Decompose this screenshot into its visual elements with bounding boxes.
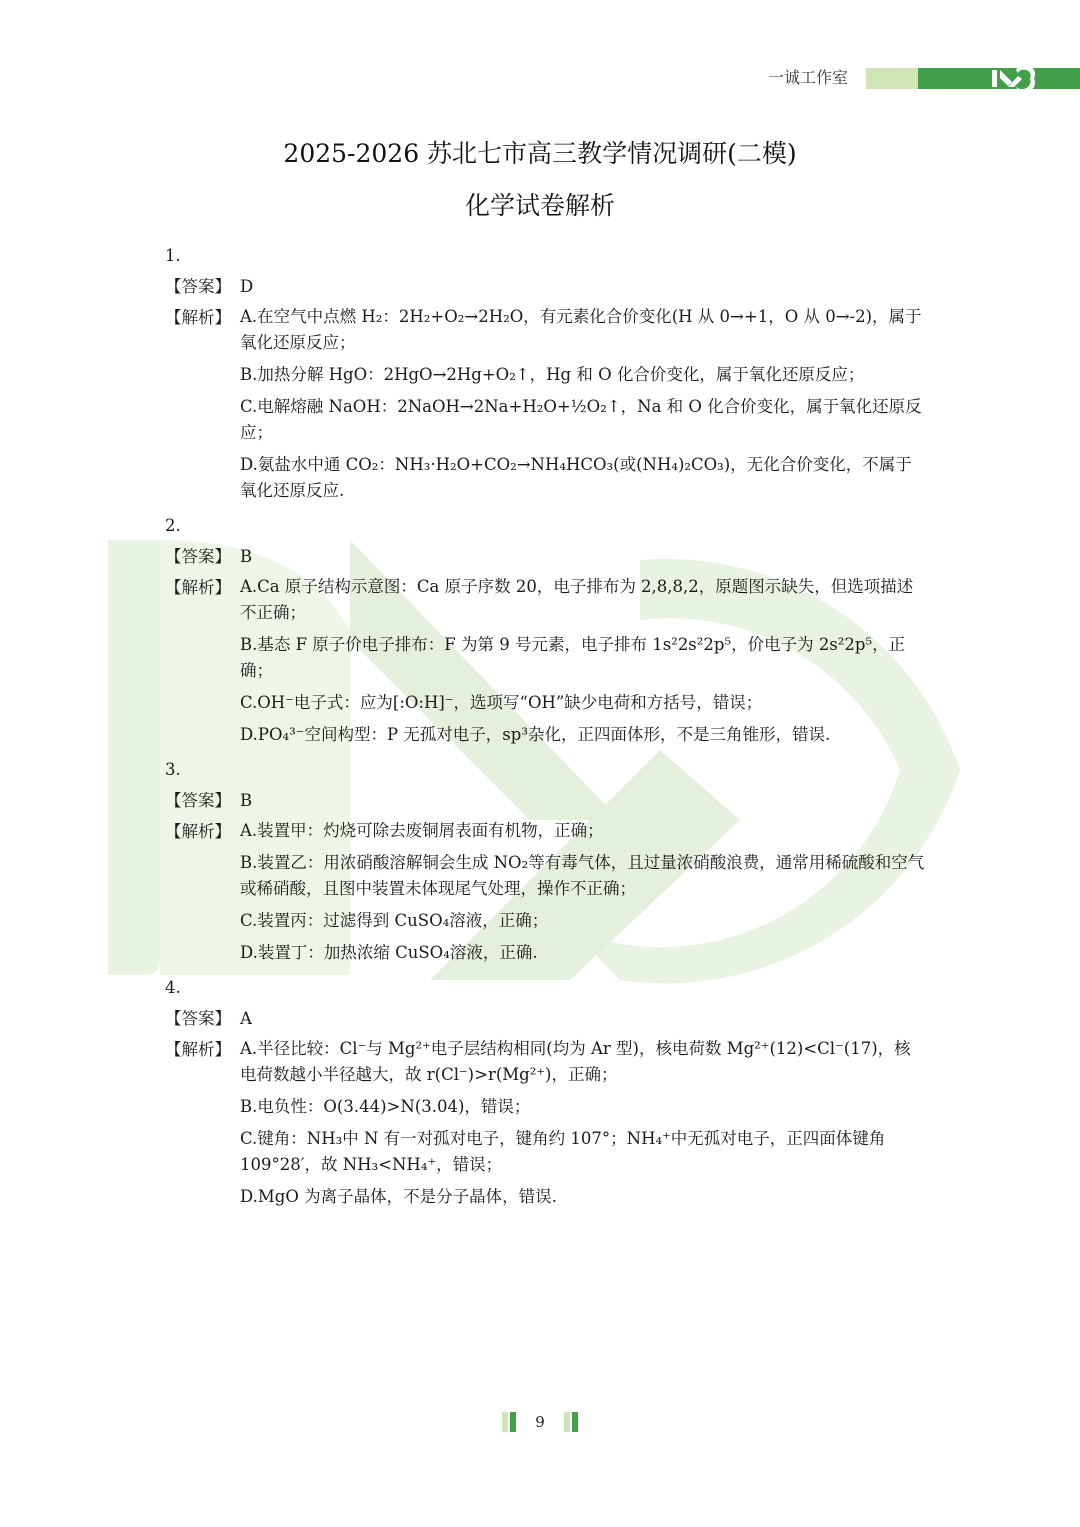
answer-label: 【答案】: [165, 1009, 231, 1028]
option-analysis: C.装置丙：过滤得到 CuSO₄溶液，正确；: [240, 911, 549, 930]
question-block: [165, 754, 925, 972]
answer-value: A: [240, 1009, 252, 1028]
answer-value: B: [240, 547, 253, 566]
answer-row: [165, 271, 925, 302]
analysis-row: [165, 572, 925, 754]
option-analysis: C.OH⁻电子式：应为[:O:H]⁻，选项写“OH”缺少电荷和方括号，错误；: [240, 693, 763, 712]
footer-bar-light-right: [564, 1412, 570, 1432]
analysis-body: [240, 572, 925, 754]
answer-value: B: [240, 791, 253, 810]
page-footer: [0, 1412, 1080, 1432]
footer-bar-light-left: [502, 1412, 508, 1432]
header-bar-light: [866, 68, 918, 89]
page-title: 2025-2026 苏北七市高三教学情况调研(二模): [283, 139, 797, 168]
question-block: [165, 240, 925, 510]
option-analysis: B.装置乙：用浓硝酸溶解铜会生成 NO₂等有毒气体，且过量浓硝酸浪费，通常用稀硫酸和空气或稀硝酸，且图中装置未体现尾气处理，操作不正确；: [240, 853, 925, 898]
question-number: 1.: [165, 246, 181, 265]
option-analysis: D.装置丁：加热浓缩 CuSO₄溶液，正确.: [240, 943, 538, 962]
answer-label: 【答案】: [165, 547, 231, 566]
answer-label: 【答案】: [165, 277, 231, 296]
option-analysis: B.基态 F 原子价电子排布：F 为第 9 号元素，电子排布 1s²2s²2p⁵，价电子为 2s²2p⁵，正确；: [240, 635, 906, 680]
option-analysis: D.PO₄³⁻空间构型：P 无孤对电子，sp³杂化，正四面体形，不是三角锥形，错误.: [240, 725, 831, 744]
analysis-row: [165, 816, 925, 972]
option-analysis: D.MgO 为离子晶体，不是分子晶体，错误.: [240, 1187, 557, 1206]
option-analysis: A.装置甲：灼烧可除去废铜屑表面有机物，正确；: [240, 821, 604, 840]
option-analysis: A.Ca 原子结构示意图：Ca 原子序数 20，电子排布为 2,8,8,2，原题图示缺失，但选项描述不正确；: [240, 577, 914, 622]
answer-row: [165, 541, 925, 572]
option-analysis: B.电负性：O(3.44)>N(3.04)，错误；: [240, 1097, 531, 1116]
analysis-body: [240, 1034, 925, 1216]
question-number: 3.: [165, 760, 181, 779]
analysis-label: 【解析】: [165, 1040, 231, 1059]
studio-logo-icon: [990, 68, 1036, 89]
option-analysis: A.半径比较：Cl⁻与 Mg²⁺电子层结构相同(均为 Ar 型)，核电荷数 Mg²⁺(12)<Cl⁻(17)，核电荷数越小半径越大，故 r(Cl⁻)>r(Mg²⁺)，正确；: [240, 1039, 911, 1084]
studio-name: 一诚工作室: [767, 68, 848, 87]
question-block: [165, 510, 925, 754]
answer-row: [165, 785, 925, 816]
solutions-content: [165, 240, 925, 1216]
answer-label: 【答案】: [165, 791, 231, 810]
option-analysis: A.在空气中点燃 H₂：2H₂+O₂→2H₂O，有元素化合价变化(H 从 0→+1，O 从 0→-2)，属于氧化还原反应；: [240, 307, 922, 352]
option-analysis: D.氨盐水中通 CO₂：NH₃·H₂O+CO₂→NH₄HCO₃(或(NH₄)₂CO₃)，无化合价变化，不属于氧化还原反应.: [240, 455, 912, 500]
analysis-body: [240, 816, 925, 972]
footer-bar-dark-right: [572, 1412, 578, 1432]
analysis-label: 【解析】: [165, 578, 231, 597]
analysis-label: 【解析】: [165, 822, 231, 841]
answer-value: D: [240, 277, 254, 296]
analysis-row: [165, 302, 925, 510]
page-header: [0, 66, 1080, 90]
question-number: 4.: [165, 978, 181, 997]
page-number: 9: [535, 1413, 545, 1431]
option-analysis: C.键角：NH₃中 N 有一对孤对电子，键角约 107°；NH₄⁺中无孤对电子，正四面体键角 109°28′，故 NH₃<NH₄⁺，错误；: [240, 1129, 886, 1174]
page-subtitle: 化学试卷解析: [464, 191, 615, 220]
answer-row: [165, 1003, 925, 1034]
analysis-label: 【解析】: [165, 308, 231, 327]
option-analysis: C.电解熔融 NaOH：2NaOH→2Na+H₂O+½O₂↑，Na 和 O 化合价变化，属于氧化还原反应；: [240, 397, 922, 442]
analysis-row: [165, 1034, 925, 1216]
footer-bar-dark-left: [510, 1412, 516, 1432]
option-analysis: B.加热分解 HgO：2HgO→2Hg+O₂↑，Hg 和 O 化合价变化，属于氧化还原反应；: [240, 365, 865, 384]
analysis-body: [240, 302, 925, 510]
question-number: 2.: [165, 516, 181, 535]
question-block: [165, 972, 925, 1216]
